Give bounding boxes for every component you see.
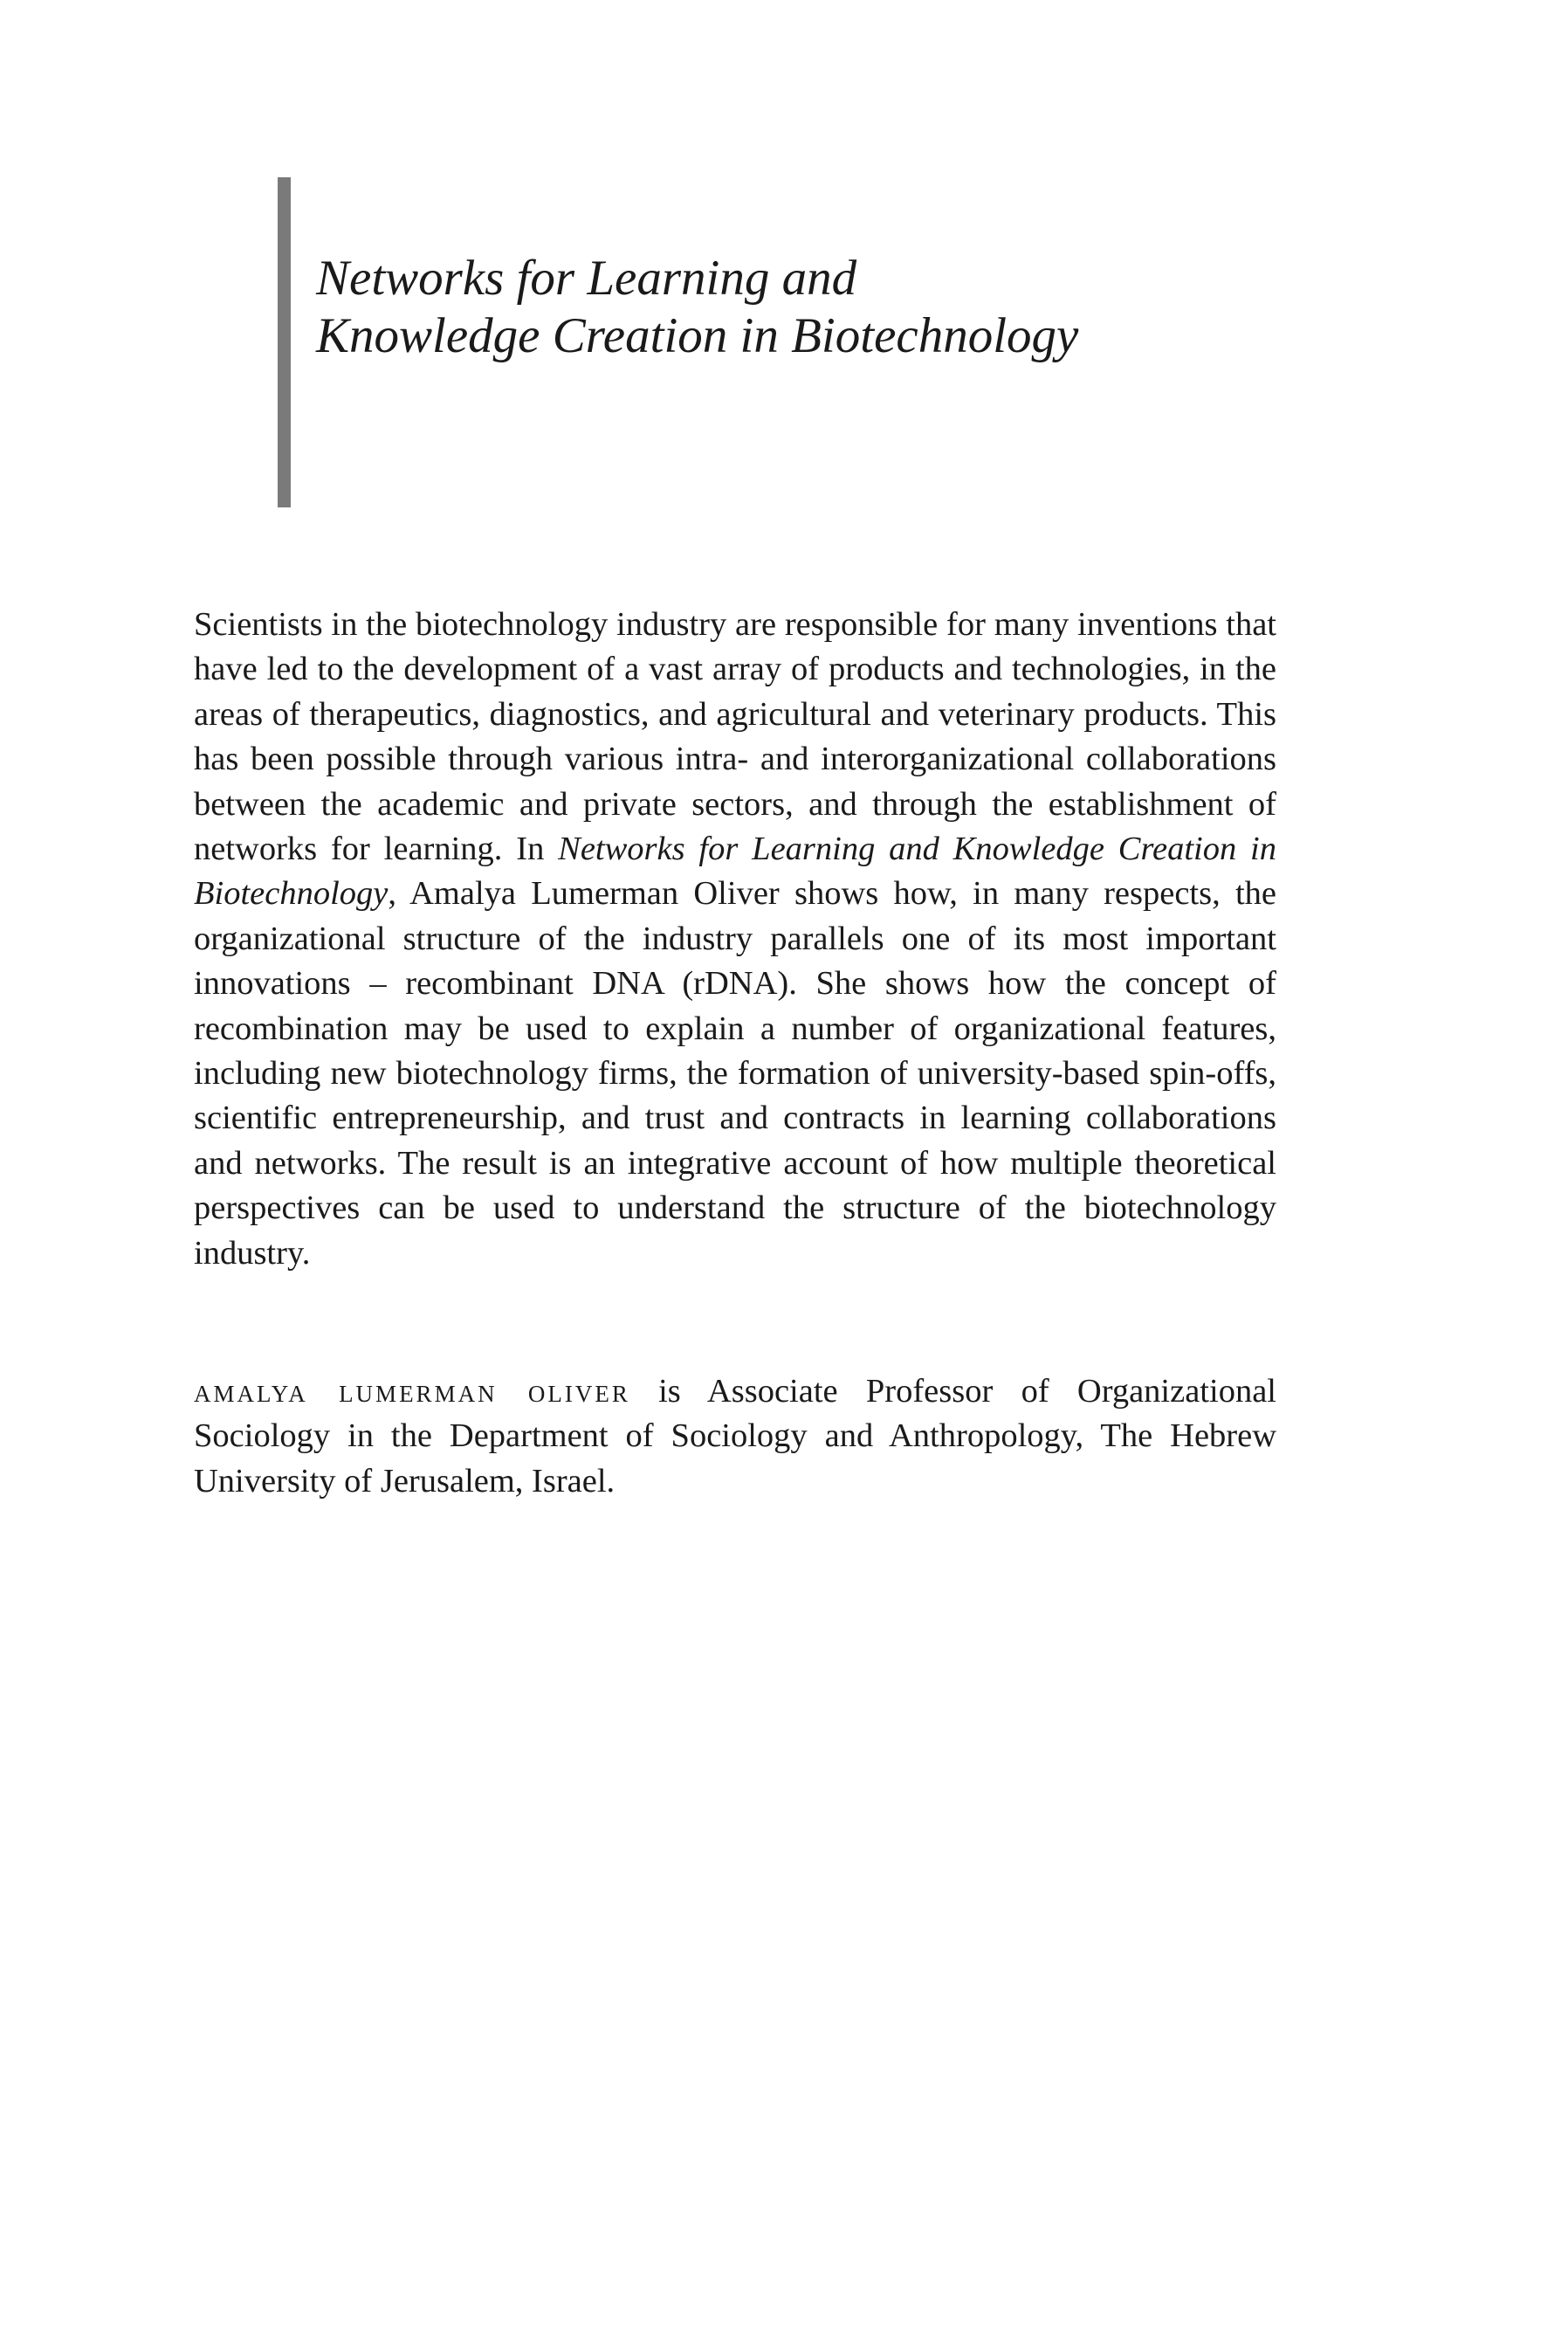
author-bio-text: is Associate Professor of Organizational Sociology in the Department of Sociology and Anthropology, The Hebrew University of Jerusalem, Israel. [194, 1373, 1276, 1500]
book-description [194, 603, 1276, 1276]
book-title [316, 250, 1364, 364]
description-text-part-1: Scientists in the biotechnology industry are responsible for many inventions that have led to the development of a vast array of products and technologies, in the areas of therapeutics, diagnostics, and agricultural and veterinary products. This has been possible through various intra- and interorganizational collaborations between the academic and private sectors, and through the establishment of networks for learning. In [194, 606, 1276, 868]
description-text-part-2: , Amalya Lumerman Oliver shows how, in many respects, the organizational structure of the industry parallels one of its most important innovations – recombinant DNA (rDNA). She shows how the concept of recombination may be used to explain a number of organizational features, including new biotechnology firms, the formation of university-based spin-offs, scientific entrepreneurship, and trust and contracts in learning collaborations and networks. The result is an integrative account of how multiple theoretical perspectives can be used to understand the structure of the biotechnology industry. [194, 875, 1276, 1272]
author-name: amalya lumerman oliver [194, 1373, 630, 1410]
author-bio [194, 1369, 1276, 1504]
description-paragraph [194, 603, 1276, 1276]
title-accent-bar [278, 177, 291, 507]
book-title-line-1: Networks for Learning and [316, 251, 857, 306]
author-bio-paragraph [194, 1369, 1276, 1504]
description-book-title: Networks for Learning and Knowledge Creation in Biotechnology [194, 831, 1276, 913]
book-title-line-2: Knowledge Creation in Biotechnology [316, 307, 1079, 363]
